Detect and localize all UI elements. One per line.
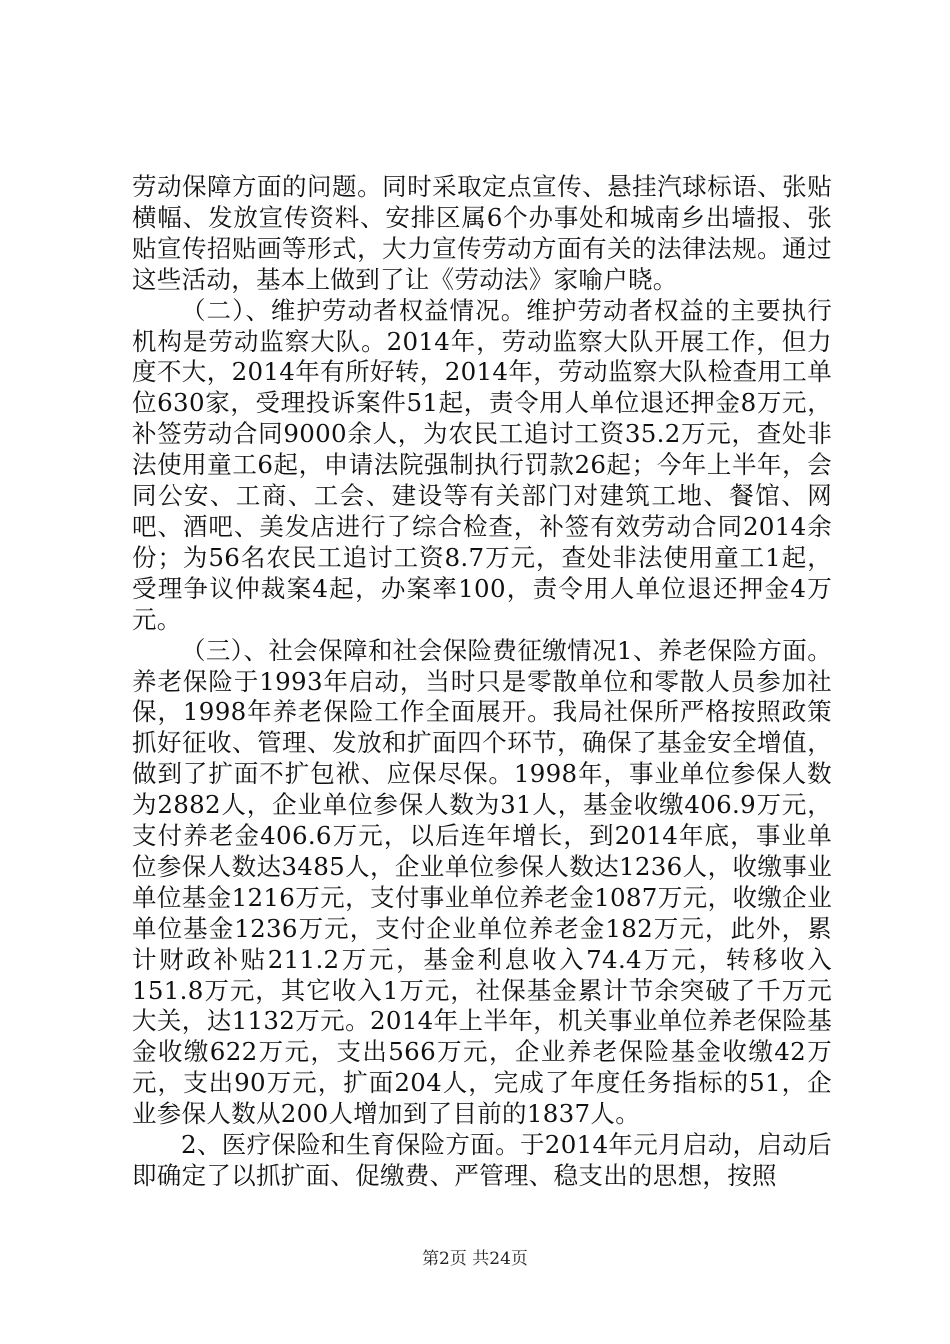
document-body bbox=[132, 172, 832, 1192]
paragraph-2: （二）、维护劳动者权益情况。维护劳动者权益的主要执行机构是劳动监察大队。2014年，劳动监察大队开展工作，但力度不大，2014年有所好转，2014年，劳动监察大队检查用工单位630家，受理投诉案件51起，责令用人单位退还押金8万元，补签劳动合同9000余人，为农民工追讨工资35.2万元，查处非法使用童工6起，申请法院强制执行罚款26起；今年上半年，会同公安、工商、工会、建设等有关部门对建筑工地、餐馆、网吧、酒吧、美发店进行了综合检查，补签有效劳动合同2014余份；为56名农民工追讨工资8.7万元，查处非法使用童工1起，受理争议仲裁案4起，办案率100，责令用人单位退还押金4万元。 bbox=[132, 295, 832, 634]
page-number-footer: 第2页 共24页 bbox=[422, 1249, 528, 1269]
paragraph-3: （三）、社会保障和社会保险费征缴情况1、养老保险方面。养老保险于1993年启动，当时只是零散单位和零散人员参加社保，1998年养老保险工作全面展开。我局社保所严格按照政策抓好征收、管理、发放和扩面四个环节，确保了基金安全增值，做到了扩面不扩包袱、应保尽保。1998年，事业单位参保人数为2882人，企业单位参保人数为31人，基金收缴406.9万元，支付养老金406.6万元，以后连年增长，到2014年底，事业单位参保人数达3485人，企业单位参保人数达1236人，收缴事业单位基金1216万元，支付事业单位养老金1087万元，收缴企业单位基金1236万元，支付企业单位养老金182万元，此外，累计财政补贴211.2万元，基金利息收入74.4万元，转移收入151.8万元，其它收入1万元，社保基金累计节余突破了千万元大关，达1132万元。2014年上半年，机关事业单位养老保险基金收缴622万元，支出566万元，企业养老保险基金收缴42万元，支出90万元，扩面204人，完成了年度任务指标的51，企业参保人数从200人增加到了目前的1837人。 bbox=[132, 635, 832, 1129]
paragraph-4: 2、医疗保险和生育保险方面。于2014年元月启动，启动后即确定了以抓扩面、促缴费、严管理、稳支出的思想，按照 bbox=[132, 1130, 832, 1190]
paragraph-1: 劳动保障方面的问题。同时采取定点宣传、悬挂汽球标语、张贴横幅、发放宣传资料、安排区属6个办事处和城南乡出墙报、张贴宣传招贴画等形式，大力宣传劳动方面有关的法律法规。通过这些活动，基本上做到了让《劳动法》家喻户晓。 bbox=[132, 172, 833, 294]
